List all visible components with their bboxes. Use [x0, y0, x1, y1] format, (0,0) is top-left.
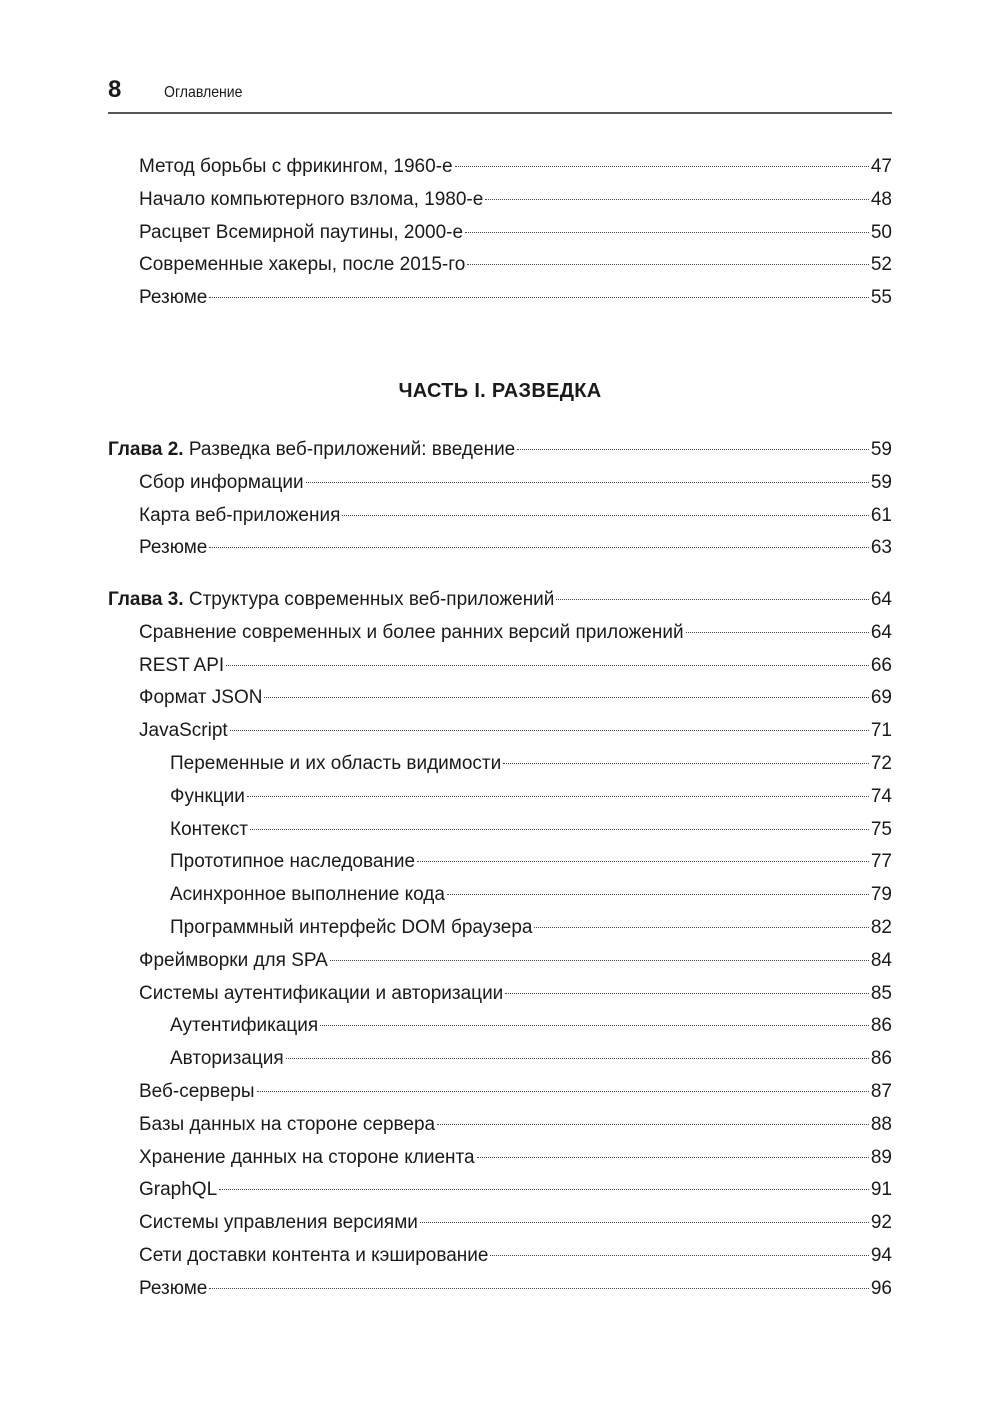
toc-entry-label — [170, 879, 445, 912]
toc-entry-label — [139, 1207, 418, 1240]
toc-page-number: 86 — [870, 1015, 892, 1037]
toc-entry-label — [139, 978, 503, 1011]
toc-subsection-entry — [108, 748, 892, 781]
toc-page-number: 59 — [870, 439, 892, 460]
toc-subsection-entry — [108, 781, 892, 814]
toc-section-entry — [108, 217, 892, 250]
toc-entry-title: Системы аутентификации и авторизации — [139, 982, 504, 1004]
toc-entry-title: Сбор информации — [139, 471, 304, 493]
toc-page-number: 63 — [870, 537, 892, 559]
toc-page-number: 94 — [870, 1244, 892, 1266]
toc-page-number: 79 — [870, 884, 892, 906]
toc-entry-title: Функции — [170, 785, 245, 807]
toc-entry-title: Асинхронное выполнение кода — [170, 884, 445, 906]
toc-page-number: 52 — [870, 254, 892, 276]
dot-leader — [209, 1288, 868, 1289]
chapter-number: Глава 2. — [108, 439, 184, 460]
toc-section-entry — [108, 500, 892, 533]
toc-subsection-entry — [108, 912, 892, 945]
toc-page-number: 85 — [870, 982, 892, 1004]
toc-section-entry — [108, 1240, 892, 1273]
dot-leader — [342, 515, 869, 516]
toc-section-chapter3 — [108, 584, 892, 1306]
toc-entry-label — [139, 532, 207, 565]
toc-entry-title: Резюме — [139, 1277, 208, 1299]
dot-leader — [219, 1189, 869, 1190]
toc-section-entry — [108, 945, 892, 978]
dot-leader — [465, 232, 869, 233]
toc-section-entry — [108, 650, 892, 683]
toc-section-entry — [108, 1207, 892, 1240]
toc-entry-label — [139, 1142, 475, 1175]
toc-subsection-entry — [108, 1043, 892, 1076]
toc-section-entry — [108, 249, 892, 282]
toc-entry-label — [139, 184, 483, 217]
dot-leader — [209, 547, 868, 548]
dot-leader — [257, 1091, 869, 1092]
page-number: 8 — [108, 76, 122, 103]
toc-entry-title: Хранение данных на стороне клиента — [139, 1146, 475, 1168]
toc-page-number: 82 — [870, 916, 892, 938]
toc-entry-label — [170, 814, 248, 847]
toc-page-number: 66 — [870, 654, 892, 676]
toc-entry-title: Фреймворки для SPA — [139, 949, 328, 971]
dot-leader — [250, 829, 869, 830]
toc-entry-title: Базы данных на стороне сервера — [139, 1113, 436, 1135]
dot-leader — [477, 1157, 869, 1158]
dot-leader — [437, 1124, 869, 1125]
toc-entry-label — [139, 650, 224, 683]
toc-entry-label — [139, 1076, 255, 1109]
toc-entry-title: JavaScript — [139, 720, 228, 742]
toc-page-number: 74 — [870, 785, 892, 807]
toc-entry-title: GraphQL — [139, 1179, 218, 1201]
toc-entry-label — [139, 500, 340, 533]
toc-entry-label — [139, 715, 228, 748]
toc-entry-label — [139, 217, 463, 250]
toc-entry-label — [139, 467, 304, 500]
dot-leader — [534, 927, 868, 928]
toc-subsection-entry — [108, 1010, 892, 1043]
toc-page-number: 88 — [870, 1113, 892, 1135]
toc-entry-label — [139, 945, 328, 978]
toc-page-number: 50 — [870, 221, 892, 243]
dot-leader — [209, 297, 868, 298]
toc-section-entry — [108, 682, 892, 715]
toc-page-number: 72 — [870, 752, 892, 774]
toc-section-entry — [108, 1109, 892, 1142]
header-title: Оглавление — [164, 84, 243, 101]
toc-section-chapter2 — [108, 434, 892, 565]
dot-leader — [247, 796, 869, 797]
toc-entry-title: Системы управления версиями — [139, 1212, 418, 1234]
dot-leader — [226, 665, 869, 666]
toc-entry-label — [139, 151, 453, 184]
running-header — [108, 76, 892, 108]
toc-page-number: 59 — [870, 471, 892, 493]
dot-leader — [490, 1255, 868, 1256]
toc-entry-title: REST API — [139, 654, 225, 676]
dot-leader — [320, 1025, 869, 1026]
toc-page-number: 64 — [870, 589, 892, 610]
toc-entry-label — [170, 781, 245, 814]
toc-page-number: 86 — [870, 1048, 892, 1070]
toc-entry-title: Контекст — [170, 818, 248, 840]
dot-leader — [505, 993, 869, 994]
dot-leader — [503, 763, 869, 764]
toc-entry-label — [139, 1174, 217, 1207]
toc-entry-title: Метод борьбы с фрикингом, 1960-е — [139, 156, 453, 177]
dot-leader — [420, 1222, 869, 1223]
toc-section-entry — [108, 532, 892, 565]
toc-entry-label — [170, 846, 415, 879]
toc-section-chapter1-tail — [108, 151, 892, 315]
dot-leader — [286, 1058, 869, 1059]
toc-entry-title: Сети доставки контента и кэширование — [139, 1244, 489, 1266]
toc-section-entry — [108, 617, 892, 650]
toc-page-number: 89 — [870, 1146, 892, 1168]
dot-leader — [417, 861, 869, 862]
toc-section-entry — [108, 282, 892, 315]
toc-page-number: 87 — [870, 1080, 892, 1102]
toc-entry-title: Разведка веб-приложений: введение — [188, 439, 516, 460]
toc-section-entry — [108, 978, 892, 1011]
toc-entry-title: Прототипное наследование — [170, 851, 416, 873]
toc-chapter-entry — [108, 434, 892, 467]
toc-section-entry — [108, 1273, 892, 1306]
toc-section-entry — [108, 1142, 892, 1175]
toc-entry-title: Аутентификация — [170, 1015, 319, 1037]
toc-entry-title: Современные хакеры, после 2015-го — [139, 254, 466, 276]
toc-section-entry — [108, 151, 892, 184]
toc-entry-title: Сравнение современных и более ранних версий приложений — [139, 621, 684, 643]
dot-leader — [330, 960, 869, 961]
toc-entry-label — [108, 584, 554, 617]
toc-page-number: 84 — [870, 949, 892, 971]
toc-entry-label — [108, 434, 515, 467]
toc-entry-title: Формат JSON — [139, 687, 263, 709]
toc-page-number: 64 — [870, 621, 892, 643]
toc-entry-title: Авторизация — [170, 1048, 284, 1070]
toc-section-entry — [108, 1174, 892, 1207]
toc-entry-title: Программный интерфейс DOM браузера — [170, 916, 533, 938]
toc-entry-label — [139, 1273, 207, 1306]
dot-leader — [306, 482, 869, 483]
toc-section-entry — [108, 184, 892, 217]
toc-entry-title: Резюме — [139, 537, 208, 559]
toc-page-number: 55 — [870, 287, 892, 309]
toc-entry-title: Расцвет Всемирной паутины, 2000-е — [139, 221, 464, 243]
toc-page-number: 47 — [870, 156, 892, 177]
dot-leader — [264, 697, 868, 698]
toc-entry-title: Переменные и их область видимости — [170, 752, 502, 774]
toc-page-number: 69 — [870, 687, 892, 709]
toc-entry-label — [139, 1109, 435, 1142]
toc-page-number: 71 — [870, 720, 892, 742]
toc-entry-label — [139, 682, 262, 715]
toc-subsection-entry — [108, 814, 892, 847]
toc-entry-title: Начало компьютерного взлома, 1980-е — [139, 188, 484, 210]
toc-entry-title: Резюме — [139, 287, 208, 309]
toc-entry-label — [170, 748, 501, 781]
toc-subsection-entry — [108, 846, 892, 879]
toc-subsection-entry — [108, 879, 892, 912]
dot-leader — [556, 599, 868, 600]
toc-entry-label — [139, 282, 207, 315]
toc-section-entry — [108, 467, 892, 500]
dot-leader — [686, 632, 869, 633]
toc-chapter-entry — [108, 584, 892, 617]
dot-leader — [230, 730, 869, 731]
toc-entry-label — [139, 249, 465, 282]
dot-leader — [455, 166, 869, 167]
toc-page-number: 77 — [870, 851, 892, 873]
header-rule — [108, 112, 892, 114]
toc-page-number: 75 — [870, 818, 892, 840]
chapter-number: Глава 3. — [108, 589, 184, 610]
toc-section-entry — [108, 1076, 892, 1109]
part-title: ЧАСТЬ I. РАЗВЕДКА — [398, 380, 602, 402]
toc-page-number: 91 — [870, 1179, 892, 1201]
toc-entry-label — [170, 1043, 284, 1076]
toc-entry-label — [170, 1010, 318, 1043]
toc-section-entry — [108, 715, 892, 748]
toc-entry-title: Структура современных веб-приложений — [188, 589, 555, 610]
toc-entry-label — [139, 617, 684, 650]
toc-page-number: 96 — [870, 1277, 892, 1299]
toc-entry-label — [139, 1240, 488, 1273]
toc-entry-label — [170, 912, 532, 945]
dot-leader — [467, 264, 869, 265]
toc-page-number: 61 — [870, 504, 892, 526]
dot-leader — [447, 894, 869, 895]
toc-entry-title: Карта веб-приложения — [139, 504, 341, 526]
dot-leader — [485, 199, 869, 200]
dot-leader — [517, 449, 869, 450]
toc-page-number: 92 — [870, 1212, 892, 1234]
toc-entry-title: Веб-серверы — [139, 1080, 255, 1102]
toc-page-number: 48 — [870, 188, 892, 210]
